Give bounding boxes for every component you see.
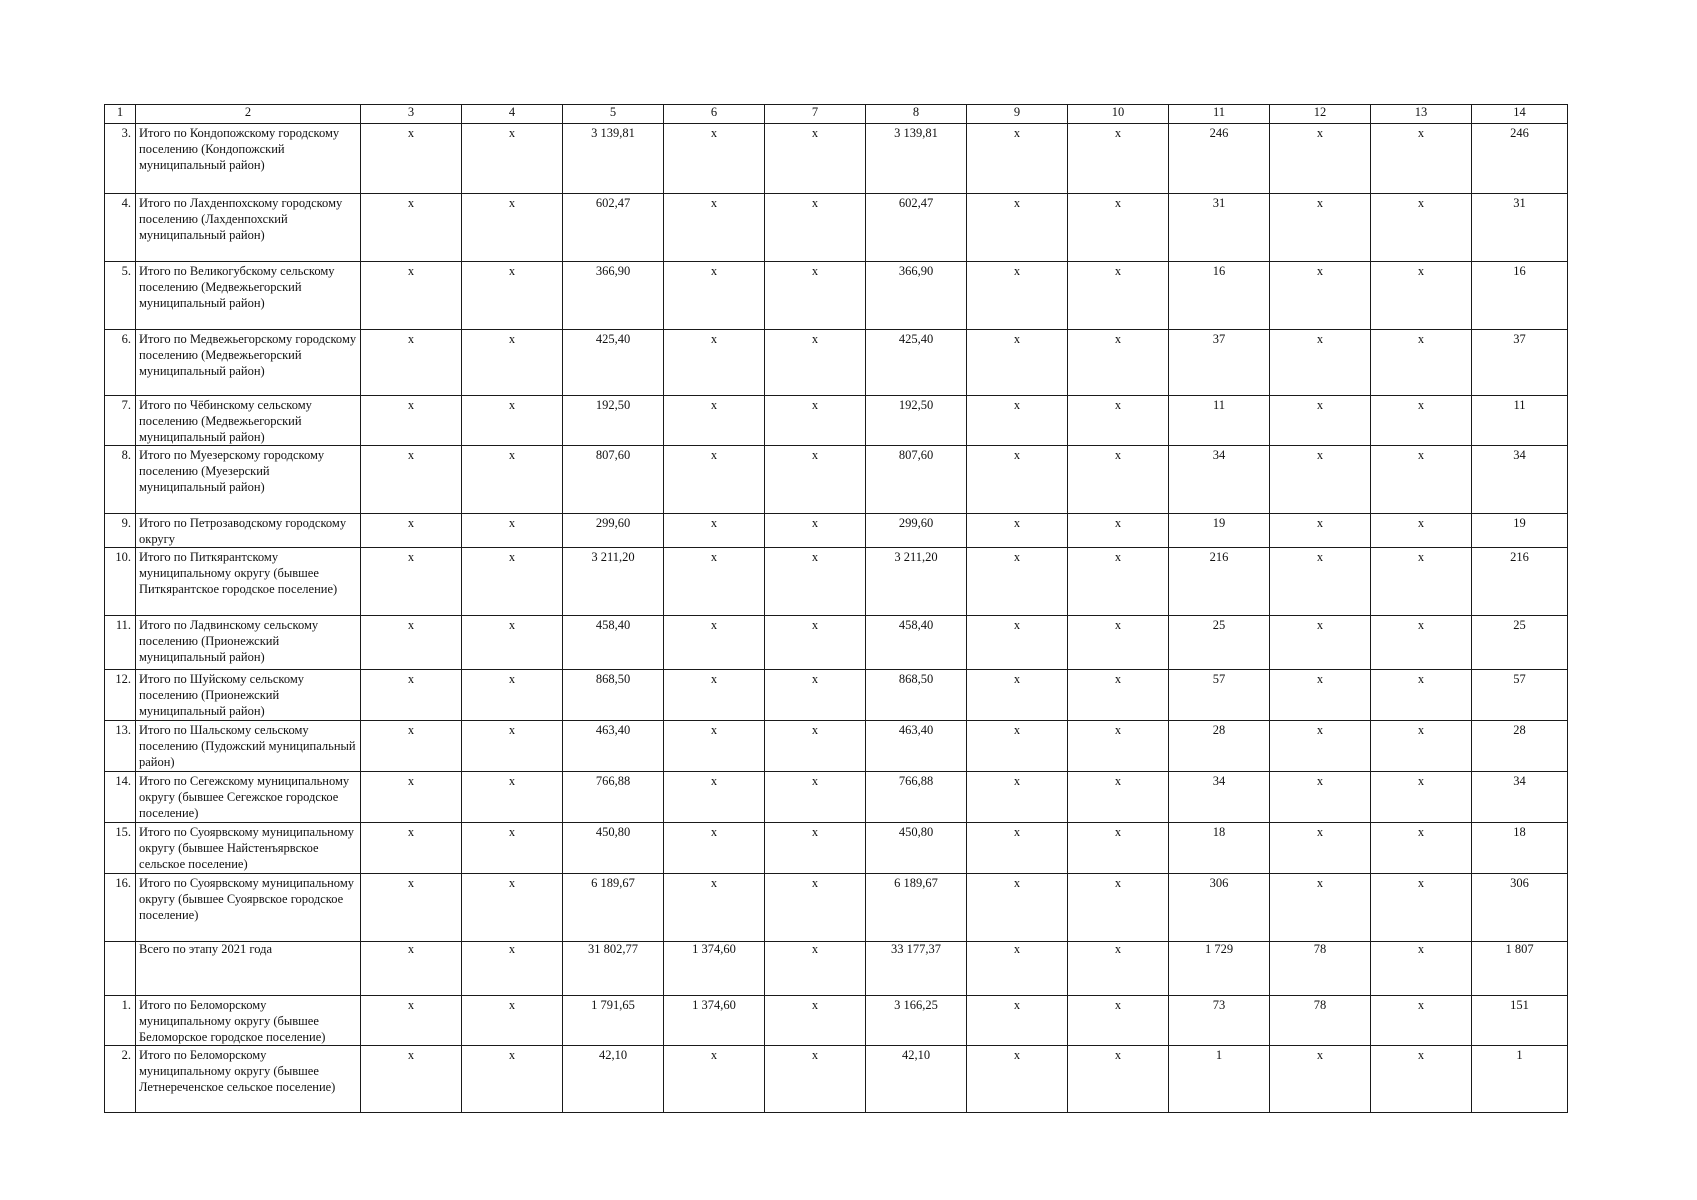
table-row (105, 446, 1568, 514)
cell-c4: x (462, 124, 563, 194)
table-row (105, 262, 1568, 330)
cell-c9: x (967, 330, 1068, 396)
cell-c3: x (361, 262, 462, 330)
row-number (105, 942, 136, 996)
cell-c10: x (1068, 1046, 1169, 1113)
table-body (105, 105, 1568, 1113)
column-number-12: 12 (1270, 105, 1371, 124)
cell-c8: 6 189,67 (866, 874, 967, 942)
cell-c10: x (1068, 194, 1169, 262)
cell-c14: 31 (1472, 194, 1568, 262)
cell-c9: x (967, 548, 1068, 616)
cell-c7: x (765, 330, 866, 396)
cell-c14: 246 (1472, 124, 1568, 194)
cell-c12: x (1270, 514, 1371, 548)
cell-c10: x (1068, 548, 1169, 616)
cell-c8: 425,40 (866, 330, 967, 396)
cell-c4: x (462, 548, 563, 616)
cell-c6: x (664, 670, 765, 721)
cell-c14: 25 (1472, 616, 1568, 670)
cell-c13: x (1371, 446, 1472, 514)
cell-c5: 766,88 (563, 772, 664, 823)
cell-c12: x (1270, 548, 1371, 616)
cell-c9: x (967, 942, 1068, 996)
cell-c6: x (664, 514, 765, 548)
cell-c6: x (664, 772, 765, 823)
cell-c9: x (967, 616, 1068, 670)
cell-c7: x (765, 823, 866, 874)
cell-c13: x (1371, 262, 1472, 330)
cell-c3: x (361, 396, 462, 446)
cell-c9: x (967, 772, 1068, 823)
row-number: 1. (105, 996, 136, 1046)
row-number: 15. (105, 823, 136, 874)
row-number: 7. (105, 396, 136, 446)
cell-c3: x (361, 124, 462, 194)
cell-c10: x (1068, 772, 1169, 823)
row-number: 4. (105, 194, 136, 262)
cell-c6: x (664, 548, 765, 616)
cell-c9: x (967, 670, 1068, 721)
cell-c13: x (1371, 514, 1472, 548)
cell-c13: x (1371, 396, 1472, 446)
cell-c4: x (462, 1046, 563, 1113)
column-number-row (105, 105, 1568, 124)
cell-c13: x (1371, 1046, 1472, 1113)
cell-c5: 42,10 (563, 1046, 664, 1113)
cell-c11: 73 (1169, 996, 1270, 1046)
total-row (105, 942, 1568, 996)
row-name: Итого по Беломорскому муниципальному округу (бывшее Беломорское городское поселение) (136, 996, 361, 1046)
cell-c9: x (967, 194, 1068, 262)
cell-c13: x (1371, 942, 1472, 996)
cell-c8: 3 211,20 (866, 548, 967, 616)
cell-c13: x (1371, 330, 1472, 396)
row-number: 14. (105, 772, 136, 823)
cell-c12: x (1270, 396, 1371, 446)
cell-c3: x (361, 874, 462, 942)
cell-c3: x (361, 548, 462, 616)
cell-c3: x (361, 721, 462, 772)
cell-c7: x (765, 194, 866, 262)
cell-c7: x (765, 548, 866, 616)
row-number: 3. (105, 124, 136, 194)
cell-c7: x (765, 446, 866, 514)
cell-c14: 19 (1472, 514, 1568, 548)
cell-c4: x (462, 772, 563, 823)
cell-c3: x (361, 996, 462, 1046)
cell-c9: x (967, 124, 1068, 194)
table-row (105, 396, 1568, 446)
cell-c14: 151 (1472, 996, 1568, 1046)
cell-c8: 450,80 (866, 823, 967, 874)
cell-c8: 766,88 (866, 772, 967, 823)
cell-c5: 602,47 (563, 194, 664, 262)
cell-c11: 16 (1169, 262, 1270, 330)
cell-c4: x (462, 874, 563, 942)
cell-c4: x (462, 996, 563, 1046)
row-name: Итого по Чёбинскому сельскому поселению (Медвежьегорский муниципальный район) (136, 396, 361, 446)
cell-c11: 57 (1169, 670, 1270, 721)
table-row (105, 1046, 1568, 1113)
cell-c7: x (765, 514, 866, 548)
table-row (105, 124, 1568, 194)
cell-c6: x (664, 874, 765, 942)
cell-c12: x (1270, 330, 1371, 396)
row-name: Итого по Великогубскому сельскому поселению (Медвежьегорский муниципальный район) (136, 262, 361, 330)
cell-c12: x (1270, 670, 1371, 721)
cell-c6: x (664, 446, 765, 514)
cell-c13: x (1371, 823, 1472, 874)
cell-c14: 28 (1472, 721, 1568, 772)
row-number: 5. (105, 262, 136, 330)
cell-c9: x (967, 514, 1068, 548)
row-name: Итого по Питкярантскому муниципальному округу (бывшее Питкярантское городское поселение) (136, 548, 361, 616)
cell-c13: x (1371, 721, 1472, 772)
cell-c4: x (462, 396, 563, 446)
cell-c4: x (462, 942, 563, 996)
cell-c4: x (462, 721, 563, 772)
row-number: 11. (105, 616, 136, 670)
cell-c10: x (1068, 446, 1169, 514)
cell-c6: x (664, 124, 765, 194)
cell-c7: x (765, 772, 866, 823)
cell-c5: 807,60 (563, 446, 664, 514)
cell-c8: 33 177,37 (866, 942, 967, 996)
row-name: Итого по Сегежскому муниципальному округу (бывшее Сегежское городское поселение) (136, 772, 361, 823)
cell-c9: x (967, 996, 1068, 1046)
column-number-14: 14 (1472, 105, 1568, 124)
column-number-8: 8 (866, 105, 967, 124)
cell-c5: 868,50 (563, 670, 664, 721)
cell-c8: 3 139,81 (866, 124, 967, 194)
cell-c7: x (765, 396, 866, 446)
row-number: 16. (105, 874, 136, 942)
cell-c4: x (462, 670, 563, 721)
cell-c9: x (967, 396, 1068, 446)
column-number-11: 11 (1169, 105, 1270, 124)
cell-c12: 78 (1270, 996, 1371, 1046)
cell-c13: x (1371, 124, 1472, 194)
cell-c10: x (1068, 396, 1169, 446)
column-number-9: 9 (967, 105, 1068, 124)
table-row (105, 514, 1568, 548)
table-row (105, 194, 1568, 262)
cell-c12: x (1270, 772, 1371, 823)
cell-c6: x (664, 616, 765, 670)
row-name: Итого по Суоярвскому муниципальному округу (бывшее Найстенъярвское сельское поселение) (136, 823, 361, 874)
cell-c5: 425,40 (563, 330, 664, 396)
cell-c4: x (462, 823, 563, 874)
cell-c10: x (1068, 996, 1169, 1046)
cell-c10: x (1068, 874, 1169, 942)
cell-c13: x (1371, 194, 1472, 262)
cell-c3: x (361, 446, 462, 514)
cell-c10: x (1068, 721, 1169, 772)
cell-c3: x (361, 670, 462, 721)
cell-c9: x (967, 262, 1068, 330)
cell-c6: x (664, 1046, 765, 1113)
cell-c11: 37 (1169, 330, 1270, 396)
cell-c11: 306 (1169, 874, 1270, 942)
cell-c5: 192,50 (563, 396, 664, 446)
row-number: 2. (105, 1046, 136, 1113)
cell-c7: x (765, 721, 866, 772)
cell-c13: x (1371, 874, 1472, 942)
cell-c12: x (1270, 446, 1371, 514)
cell-c6: x (664, 330, 765, 396)
row-number: 8. (105, 446, 136, 514)
cell-c12: 78 (1270, 942, 1371, 996)
table-row (105, 823, 1568, 874)
cell-c3: x (361, 330, 462, 396)
table-row (105, 996, 1568, 1046)
cell-c7: x (765, 262, 866, 330)
column-number-4: 4 (462, 105, 563, 124)
cell-c3: x (361, 514, 462, 548)
cell-c12: x (1270, 262, 1371, 330)
row-number: 6. (105, 330, 136, 396)
cell-c5: 1 791,65 (563, 996, 664, 1046)
column-number-5: 5 (563, 105, 664, 124)
cell-c4: x (462, 262, 563, 330)
cell-c7: x (765, 942, 866, 996)
cell-c14: 34 (1472, 446, 1568, 514)
cell-c6: 1 374,60 (664, 942, 765, 996)
cell-c3: x (361, 194, 462, 262)
cell-c14: 34 (1472, 772, 1568, 823)
cell-c12: x (1270, 616, 1371, 670)
cell-c6: x (664, 262, 765, 330)
cell-c10: x (1068, 514, 1169, 548)
cell-c12: x (1270, 823, 1371, 874)
cell-c5: 450,80 (563, 823, 664, 874)
cell-c10: x (1068, 823, 1169, 874)
cell-c5: 299,60 (563, 514, 664, 548)
cell-c13: x (1371, 670, 1472, 721)
cell-c14: 18 (1472, 823, 1568, 874)
cell-c8: 42,10 (866, 1046, 967, 1113)
cell-c14: 306 (1472, 874, 1568, 942)
cell-c4: x (462, 194, 563, 262)
cell-c11: 19 (1169, 514, 1270, 548)
column-number-3: 3 (361, 105, 462, 124)
cell-c10: x (1068, 330, 1169, 396)
cell-c4: x (462, 514, 563, 548)
cell-c8: 463,40 (866, 721, 967, 772)
cell-c6: x (664, 823, 765, 874)
row-name: Итого по Кондопожскому городскому поселению (Кондопожский муниципальный район) (136, 124, 361, 194)
cell-c12: x (1270, 124, 1371, 194)
cell-c11: 18 (1169, 823, 1270, 874)
table-row (105, 874, 1568, 942)
cell-c10: x (1068, 942, 1169, 996)
row-number: 9. (105, 514, 136, 548)
cell-c3: x (361, 1046, 462, 1113)
column-number-1: 1 (105, 105, 136, 124)
cell-c9: x (967, 823, 1068, 874)
cell-c7: x (765, 874, 866, 942)
cell-c11: 25 (1169, 616, 1270, 670)
cell-c3: x (361, 823, 462, 874)
cell-c6: 1 374,60 (664, 996, 765, 1046)
row-number: 12. (105, 670, 136, 721)
table-row (105, 548, 1568, 616)
row-name: Итого по Суоярвскому муниципальному округу (бывшее Суоярвское городское поселение) (136, 874, 361, 942)
cell-c13: x (1371, 772, 1472, 823)
cell-c14: 216 (1472, 548, 1568, 616)
cell-c9: x (967, 1046, 1068, 1113)
table-row (105, 670, 1568, 721)
table-row (105, 616, 1568, 670)
cell-c10: x (1068, 616, 1169, 670)
cell-c12: x (1270, 194, 1371, 262)
cell-c12: x (1270, 874, 1371, 942)
column-number-10: 10 (1068, 105, 1169, 124)
row-name: Итого по Лахденпохскому городскому поселению (Лахденпохский муниципальный район) (136, 194, 361, 262)
data-table (104, 104, 1568, 1113)
row-name: Итого по Муезерскому городскому поселению (Муезерский муниципальный район) (136, 446, 361, 514)
cell-c9: x (967, 446, 1068, 514)
cell-c11: 34 (1169, 446, 1270, 514)
cell-c11: 246 (1169, 124, 1270, 194)
cell-c9: x (967, 721, 1068, 772)
cell-c4: x (462, 446, 563, 514)
cell-c7: x (765, 124, 866, 194)
cell-c8: 458,40 (866, 616, 967, 670)
column-number-2: 2 (136, 105, 361, 124)
cell-c6: x (664, 721, 765, 772)
cell-c10: x (1068, 670, 1169, 721)
row-name: Итого по Медвежьегорскому городскому поселению (Медвежьегорский муниципальный район) (136, 330, 361, 396)
cell-c14: 11 (1472, 396, 1568, 446)
cell-c6: x (664, 194, 765, 262)
row-number: 10. (105, 548, 136, 616)
cell-c4: x (462, 616, 563, 670)
cell-c10: x (1068, 124, 1169, 194)
cell-c7: x (765, 616, 866, 670)
row-name: Итого по Петрозаводскому городскому округу (136, 514, 361, 548)
cell-c3: x (361, 616, 462, 670)
cell-c8: 602,47 (866, 194, 967, 262)
cell-c5: 3 211,20 (563, 548, 664, 616)
column-number-7: 7 (765, 105, 866, 124)
row-name: Всего по этапу 2021 года (136, 942, 361, 996)
cell-c7: x (765, 996, 866, 1046)
cell-c14: 37 (1472, 330, 1568, 396)
cell-c13: x (1371, 616, 1472, 670)
table-row (105, 772, 1568, 823)
cell-c12: x (1270, 721, 1371, 772)
cell-c9: x (967, 874, 1068, 942)
cell-c7: x (765, 1046, 866, 1113)
cell-c5: 3 139,81 (563, 124, 664, 194)
cell-c11: 1 (1169, 1046, 1270, 1113)
cell-c8: 868,50 (866, 670, 967, 721)
row-name: Итого по Шуйскому сельскому поселению (Прионежский муниципальный район) (136, 670, 361, 721)
cell-c8: 807,60 (866, 446, 967, 514)
cell-c11: 1 729 (1169, 942, 1270, 996)
cell-c3: x (361, 772, 462, 823)
table-row (105, 330, 1568, 396)
cell-c11: 28 (1169, 721, 1270, 772)
cell-c8: 366,90 (866, 262, 967, 330)
cell-c8: 299,60 (866, 514, 967, 548)
cell-c14: 1 807 (1472, 942, 1568, 996)
cell-c5: 366,90 (563, 262, 664, 330)
cell-c5: 31 802,77 (563, 942, 664, 996)
cell-c11: 31 (1169, 194, 1270, 262)
cell-c14: 16 (1472, 262, 1568, 330)
cell-c10: x (1068, 262, 1169, 330)
cell-c13: x (1371, 548, 1472, 616)
cell-c6: x (664, 396, 765, 446)
cell-c4: x (462, 330, 563, 396)
row-name: Итого по Шальскому сельскому поселению (Пудожский муниципальный район) (136, 721, 361, 772)
cell-c3: x (361, 942, 462, 996)
row-number: 13. (105, 721, 136, 772)
cell-c12: x (1270, 1046, 1371, 1113)
cell-c5: 6 189,67 (563, 874, 664, 942)
column-number-6: 6 (664, 105, 765, 124)
cell-c11: 11 (1169, 396, 1270, 446)
table-row (105, 721, 1568, 772)
column-number-13: 13 (1371, 105, 1472, 124)
cell-c13: x (1371, 996, 1472, 1046)
row-name: Итого по Беломорскому муниципальному округу (бывшее Летнереченское сельское поселение) (136, 1046, 361, 1113)
cell-c8: 192,50 (866, 396, 967, 446)
cell-c8: 3 166,25 (866, 996, 967, 1046)
cell-c7: x (765, 670, 866, 721)
cell-c11: 216 (1169, 548, 1270, 616)
row-name: Итого по Ладвинскому сельскому поселению (Прионежский муниципальный район) (136, 616, 361, 670)
cell-c14: 57 (1472, 670, 1568, 721)
cell-c5: 463,40 (563, 721, 664, 772)
cell-c5: 458,40 (563, 616, 664, 670)
cell-c11: 34 (1169, 772, 1270, 823)
cell-c14: 1 (1472, 1046, 1568, 1113)
